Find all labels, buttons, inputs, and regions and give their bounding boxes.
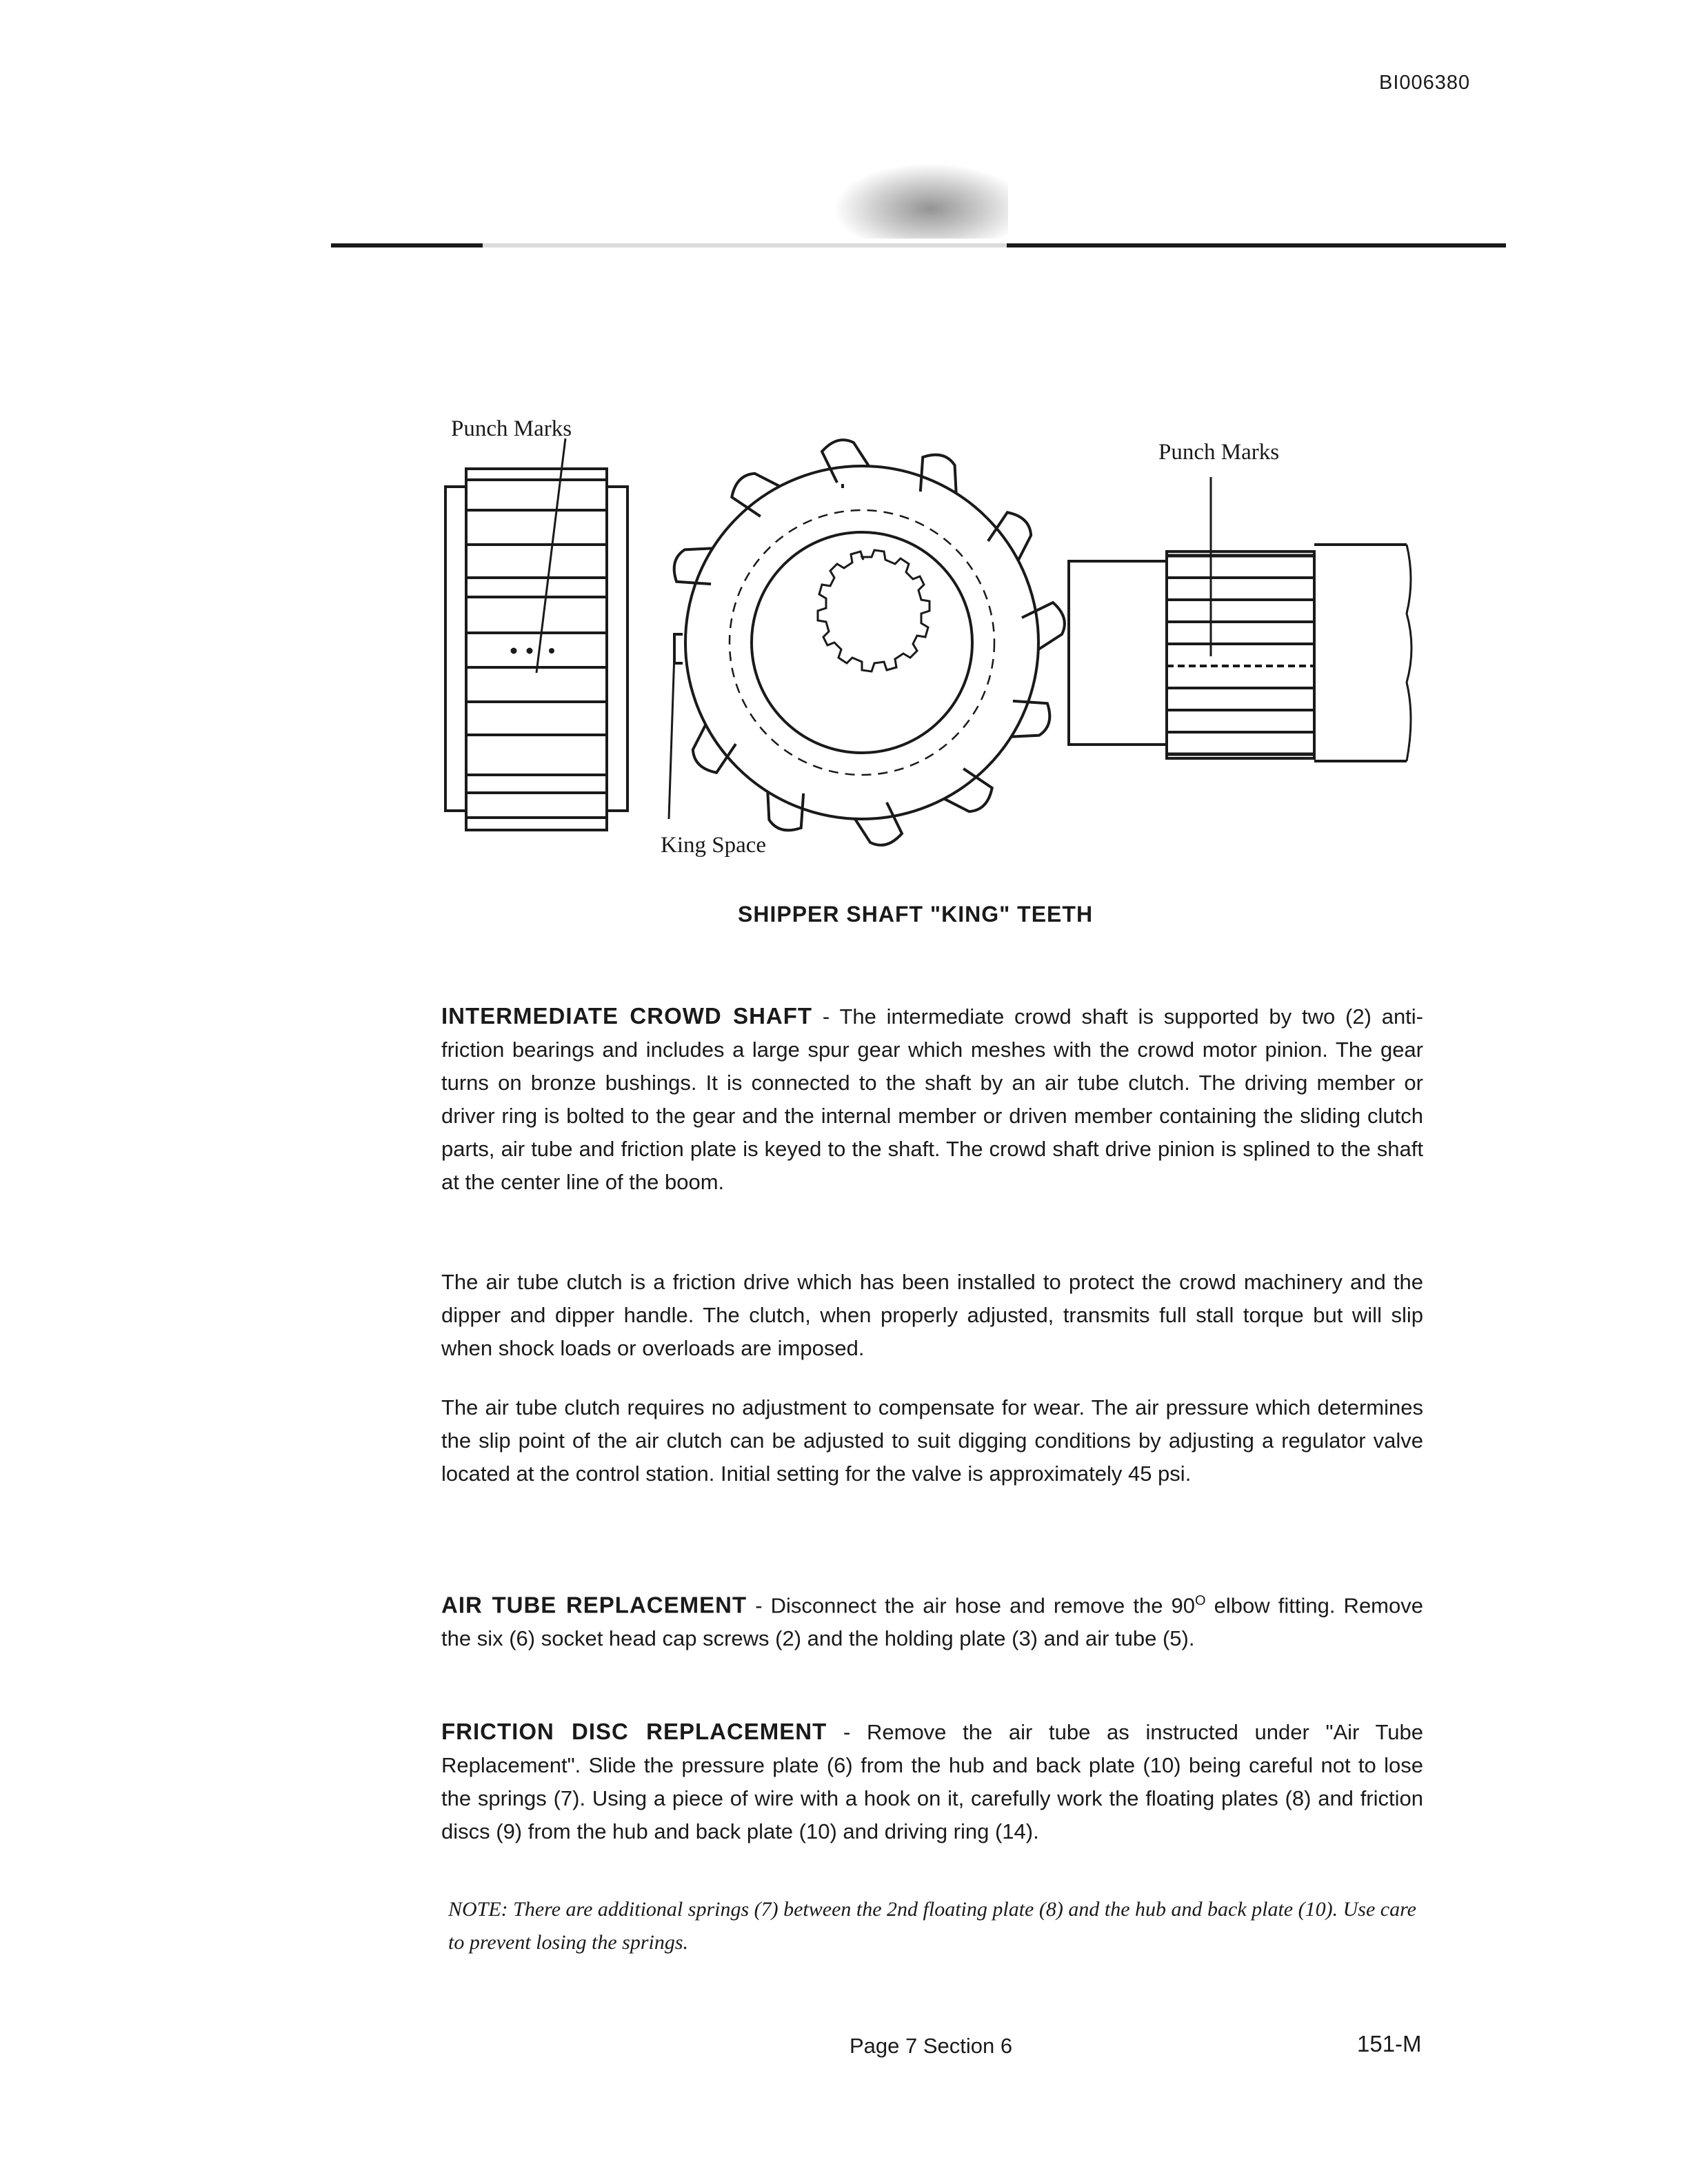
gear-tooth <box>822 440 869 488</box>
gear-end-view <box>666 440 1064 845</box>
internal-spline <box>818 550 930 671</box>
section-air-tube-replacement <box>441 1584 1423 1655</box>
degree-mark: O <box>1195 1593 1206 1608</box>
note-paragraph: NOTE: There are additional springs (7) between the 2nd floating plate (8) and the hub and back plate (10). Use care to prevent losing the springs. <box>448 1898 1416 1954</box>
section-heading: FRICTION DISC REPLACEMENT <box>441 1719 827 1744</box>
king-space-label: King Space <box>661 833 767 858</box>
section-heading: AIR TUBE REPLACEMENT <box>441 1592 747 1618</box>
document-id: BI006380 <box>1379 72 1471 94</box>
paragraph-air-tube-clutch <box>441 1266 1423 1365</box>
gear-tooth <box>666 535 727 597</box>
gear-tooth <box>907 447 969 507</box>
section-heading: INTERMEDIATE CROWD SHAFT <box>441 1003 813 1029</box>
section-intermediate-crowd-shaft <box>441 1000 1423 1199</box>
gear-tooth <box>1022 603 1065 649</box>
shipper-shaft-diagram <box>0 0 1688 910</box>
section-text: - Disconnect the air hose and remove the 90 <box>747 1593 1196 1618</box>
section-text: - The intermediate crowd shaft is supported by two (2) anti-friction bearings and includes a large spur gear which meshes with the crowd motor pinion. The gear turns on bronze bushings. It is connected to the shaft by an air tube clutch. The driving member or driver ring is bolted to the gear and the internal member or driven member containing the sliding clutch parts, air tube and friction plate is keyed to the shaft. The crowd shaft drive pinion is splined to the shaft at the center line of the boom. <box>441 1004 1424 1194</box>
left-side-view <box>445 438 627 830</box>
section-text: The air tube clutch requires no adjustment to compensate for wear. The air pressure which determines the slip point of the air clutch can be adjusted to suit digging conditions by adjusting a regulator valve located at the control station. Initial setting for the valve is approximately 45 psi. <box>441 1395 1423 1486</box>
punch-marks-label-left: Punch Marks <box>451 416 572 441</box>
gear-tooth <box>754 778 816 838</box>
gear-tooth <box>981 507 1041 569</box>
king-space-bracket <box>674 634 683 663</box>
gear-tooth <box>997 688 1058 750</box>
document-code: 151-M <box>1357 2031 1422 2056</box>
gear-tooth <box>726 463 788 524</box>
paragraph-air-tube-adjustment <box>441 1391 1423 1490</box>
right-shaft-view <box>1069 477 1411 761</box>
gear-tooth <box>683 716 743 778</box>
section-friction-disc-replacement <box>441 1715 1423 1848</box>
section-text: The air tube clutch is a friction drive which has been installed to protect the crowd machinery and the dipper and dipper handle. The clutch, when properly adjusted, transmits full stall torque but will slip when shock loads or overloads are imposed. <box>441 1270 1423 1360</box>
page-number: Page 7 Section 6 <box>850 2034 1013 2058</box>
figure-caption: SHIPPER SHAFT "KING" TEETH <box>738 902 1094 927</box>
section-text: - Remove the air tube as instructed under "Air Tube Replacement". Slide the pressure plate (6) from the hub and back plate (10) being careful not to lose the springs (7). Using a piece of wire with a hook on it, carefully work the floating plates (8) and friction discs (9) from the hub and back plate (10) and driving ring (14). <box>441 1720 1424 1843</box>
punch-marks-label-right: Punch Marks <box>1158 440 1280 465</box>
section-text-continued: elbow fitting. Remove the six (6) socket head cap screws (2) and the holding plate (3) and air tube (5). <box>441 1593 1423 1651</box>
gear-tooth <box>936 761 998 822</box>
gear-tooth <box>855 802 902 845</box>
